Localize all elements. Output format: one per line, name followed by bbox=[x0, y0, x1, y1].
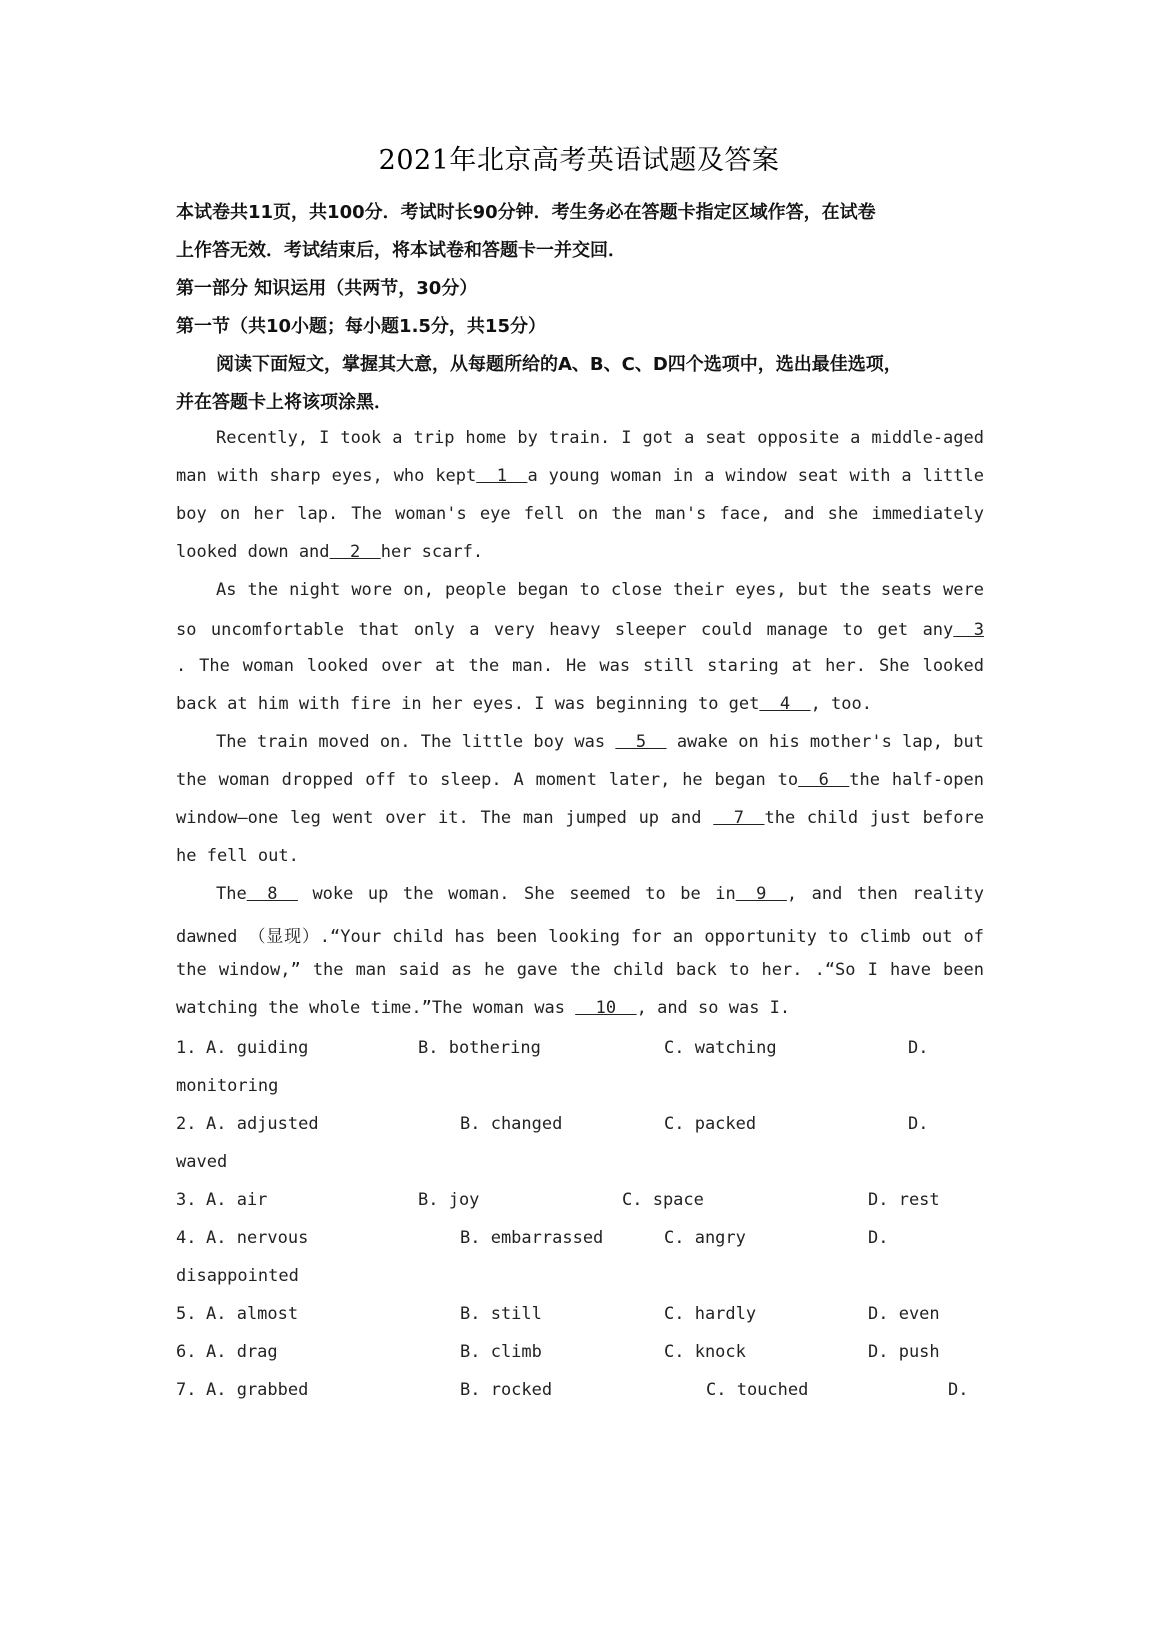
passage-text: the half-open bbox=[849, 770, 984, 790]
option-c: C. angry bbox=[664, 1228, 746, 1248]
option-d: D. bbox=[948, 1380, 969, 1400]
directions-line-1: 阅读下面短文，掌握其大意，从每题所给的A、B、C、D四个选项中，选出最佳选项， bbox=[216, 354, 902, 375]
passage-text: woke up the woman. She seemed to be in bbox=[312, 884, 736, 904]
passage-text: , too. bbox=[810, 694, 872, 714]
passage-line bbox=[216, 884, 984, 904]
part-one-heading: 第一部分 知识运用（共两节，30分） bbox=[176, 278, 478, 299]
passage-line: boy on her lap. The woman's eye fell on the man's face, and she immediately bbox=[176, 504, 984, 524]
option-d-text: disappointed bbox=[176, 1266, 299, 1286]
blank-5: 5 bbox=[615, 732, 667, 752]
option-b: B. embarrassed bbox=[460, 1228, 604, 1248]
option-b: B. still bbox=[460, 1304, 542, 1324]
option-a: A. drag bbox=[206, 1342, 278, 1362]
option-b: B. bothering bbox=[418, 1038, 541, 1058]
option-d: D. even bbox=[868, 1304, 940, 1324]
option-d-text: waved bbox=[176, 1152, 228, 1172]
passage-text: her scarf. bbox=[380, 542, 484, 562]
passage-line: Recently, I took a trip home by train. I got a seat opposite a middle-aged bbox=[216, 428, 984, 448]
option-d-text: monitoring bbox=[176, 1076, 279, 1096]
passage-text: , and then reality bbox=[786, 884, 984, 904]
passage-line bbox=[176, 542, 984, 562]
passage-line: As the night wore on, people began to close their eyes, but the seats were bbox=[216, 580, 984, 600]
passage-line: he fell out. bbox=[176, 846, 299, 866]
option-b: B. climb bbox=[460, 1342, 542, 1362]
passage-text: a young woman in a window seat with a little bbox=[527, 466, 984, 486]
option-d: D. bbox=[868, 1228, 889, 1248]
option-c: C. packed bbox=[664, 1114, 757, 1134]
option-a: A. grabbed bbox=[206, 1380, 309, 1400]
option-b: B. rocked bbox=[460, 1380, 553, 1400]
passage-line bbox=[176, 466, 984, 486]
blank-10: 10 bbox=[575, 998, 637, 1018]
option-b: B. changed bbox=[460, 1114, 563, 1134]
passage-line: dawned （显现）.“Your child has been looking for an opportunity to climb out of bbox=[176, 927, 984, 947]
passage-line bbox=[176, 694, 984, 714]
passage-line: . The woman looked over at the man. He was still staring at her. She looked bbox=[176, 656, 984, 676]
option-d: D. push bbox=[868, 1342, 940, 1362]
option-a: A. air bbox=[206, 1190, 268, 1210]
passage-text: so uncomfortable that only a very heavy sleeper could manage to get any bbox=[176, 620, 954, 640]
passage-text: window—one leg went over it. The man jumped up and bbox=[176, 808, 702, 828]
passage-line bbox=[216, 732, 984, 752]
question-number: 2. bbox=[176, 1114, 197, 1134]
passage-text: back at him with fire in her eyes. I was beginning to get bbox=[176, 694, 760, 714]
passage-line: the window,” the man said as he gave the child back to her. .“So I have been bbox=[176, 960, 984, 980]
question-number: 3. bbox=[176, 1190, 197, 1210]
passage-line bbox=[176, 998, 984, 1018]
blank-1: 1 bbox=[476, 466, 528, 486]
option-b: B. joy bbox=[418, 1190, 480, 1210]
option-a: A. nervous bbox=[206, 1228, 309, 1248]
option-a: A. adjusted bbox=[206, 1114, 319, 1134]
blank-8: 8 bbox=[246, 884, 298, 904]
passage-text: looked down and bbox=[176, 542, 330, 562]
passage-text: The bbox=[216, 884, 247, 904]
option-a: A. almost bbox=[206, 1304, 299, 1324]
blank-9: 9 bbox=[735, 884, 787, 904]
blank-3: 3 bbox=[953, 620, 984, 640]
passage-text: awake on his mother's lap, but bbox=[676, 732, 984, 752]
question-number: 1. bbox=[176, 1038, 197, 1058]
passage-text: watching the whole time.”The woman was bbox=[176, 998, 565, 1018]
instructions-line-2: 上作答无效．考试结束后，将本试卷和答题卡一并交回． bbox=[176, 240, 626, 261]
blank-6: 6 bbox=[798, 770, 850, 790]
directions-line-2: 并在答题卡上将该项涂黑． bbox=[176, 392, 392, 413]
question-number: 4. bbox=[176, 1228, 197, 1248]
option-d: D. rest bbox=[868, 1190, 940, 1210]
passage-text: The train moved on. The little boy was bbox=[216, 732, 606, 752]
question-number: 7. bbox=[176, 1380, 197, 1400]
page-title: 2021年北京高考英语试题及答案 bbox=[378, 145, 780, 176]
passage-text: man with sharp eyes, who kept bbox=[176, 466, 477, 486]
passage-line bbox=[176, 620, 984, 640]
passage-text: the woman dropped off to sleep. A moment later, he began to bbox=[176, 770, 799, 790]
blank-4: 4 bbox=[759, 694, 811, 714]
passage-line bbox=[176, 770, 984, 790]
option-c: C. space bbox=[622, 1190, 704, 1210]
passage-text: the child just before bbox=[764, 808, 984, 828]
passage-line bbox=[176, 808, 984, 828]
option-c: C. watching bbox=[664, 1038, 777, 1058]
passage-text: , and so was I. bbox=[636, 998, 791, 1018]
option-d: D. bbox=[908, 1038, 929, 1058]
option-d: D. bbox=[908, 1114, 929, 1134]
question-number: 6. bbox=[176, 1342, 197, 1362]
instructions-line-1: 本试卷共11页，共100分．考试时长90分钟．考生务必在答题卡指定区域作答，在试卷 bbox=[176, 202, 876, 223]
option-c: C. hardly bbox=[664, 1304, 757, 1324]
option-c: C. knock bbox=[664, 1342, 746, 1362]
question-number: 5. bbox=[176, 1304, 197, 1324]
blank-7: 7 bbox=[713, 808, 765, 828]
option-a: A. guiding bbox=[206, 1038, 309, 1058]
option-c: C. touched bbox=[706, 1380, 809, 1400]
section-one-heading: 第一节（共10小题；每小题1.5分，共15分） bbox=[176, 316, 546, 337]
blank-2: 2 bbox=[329, 542, 381, 562]
